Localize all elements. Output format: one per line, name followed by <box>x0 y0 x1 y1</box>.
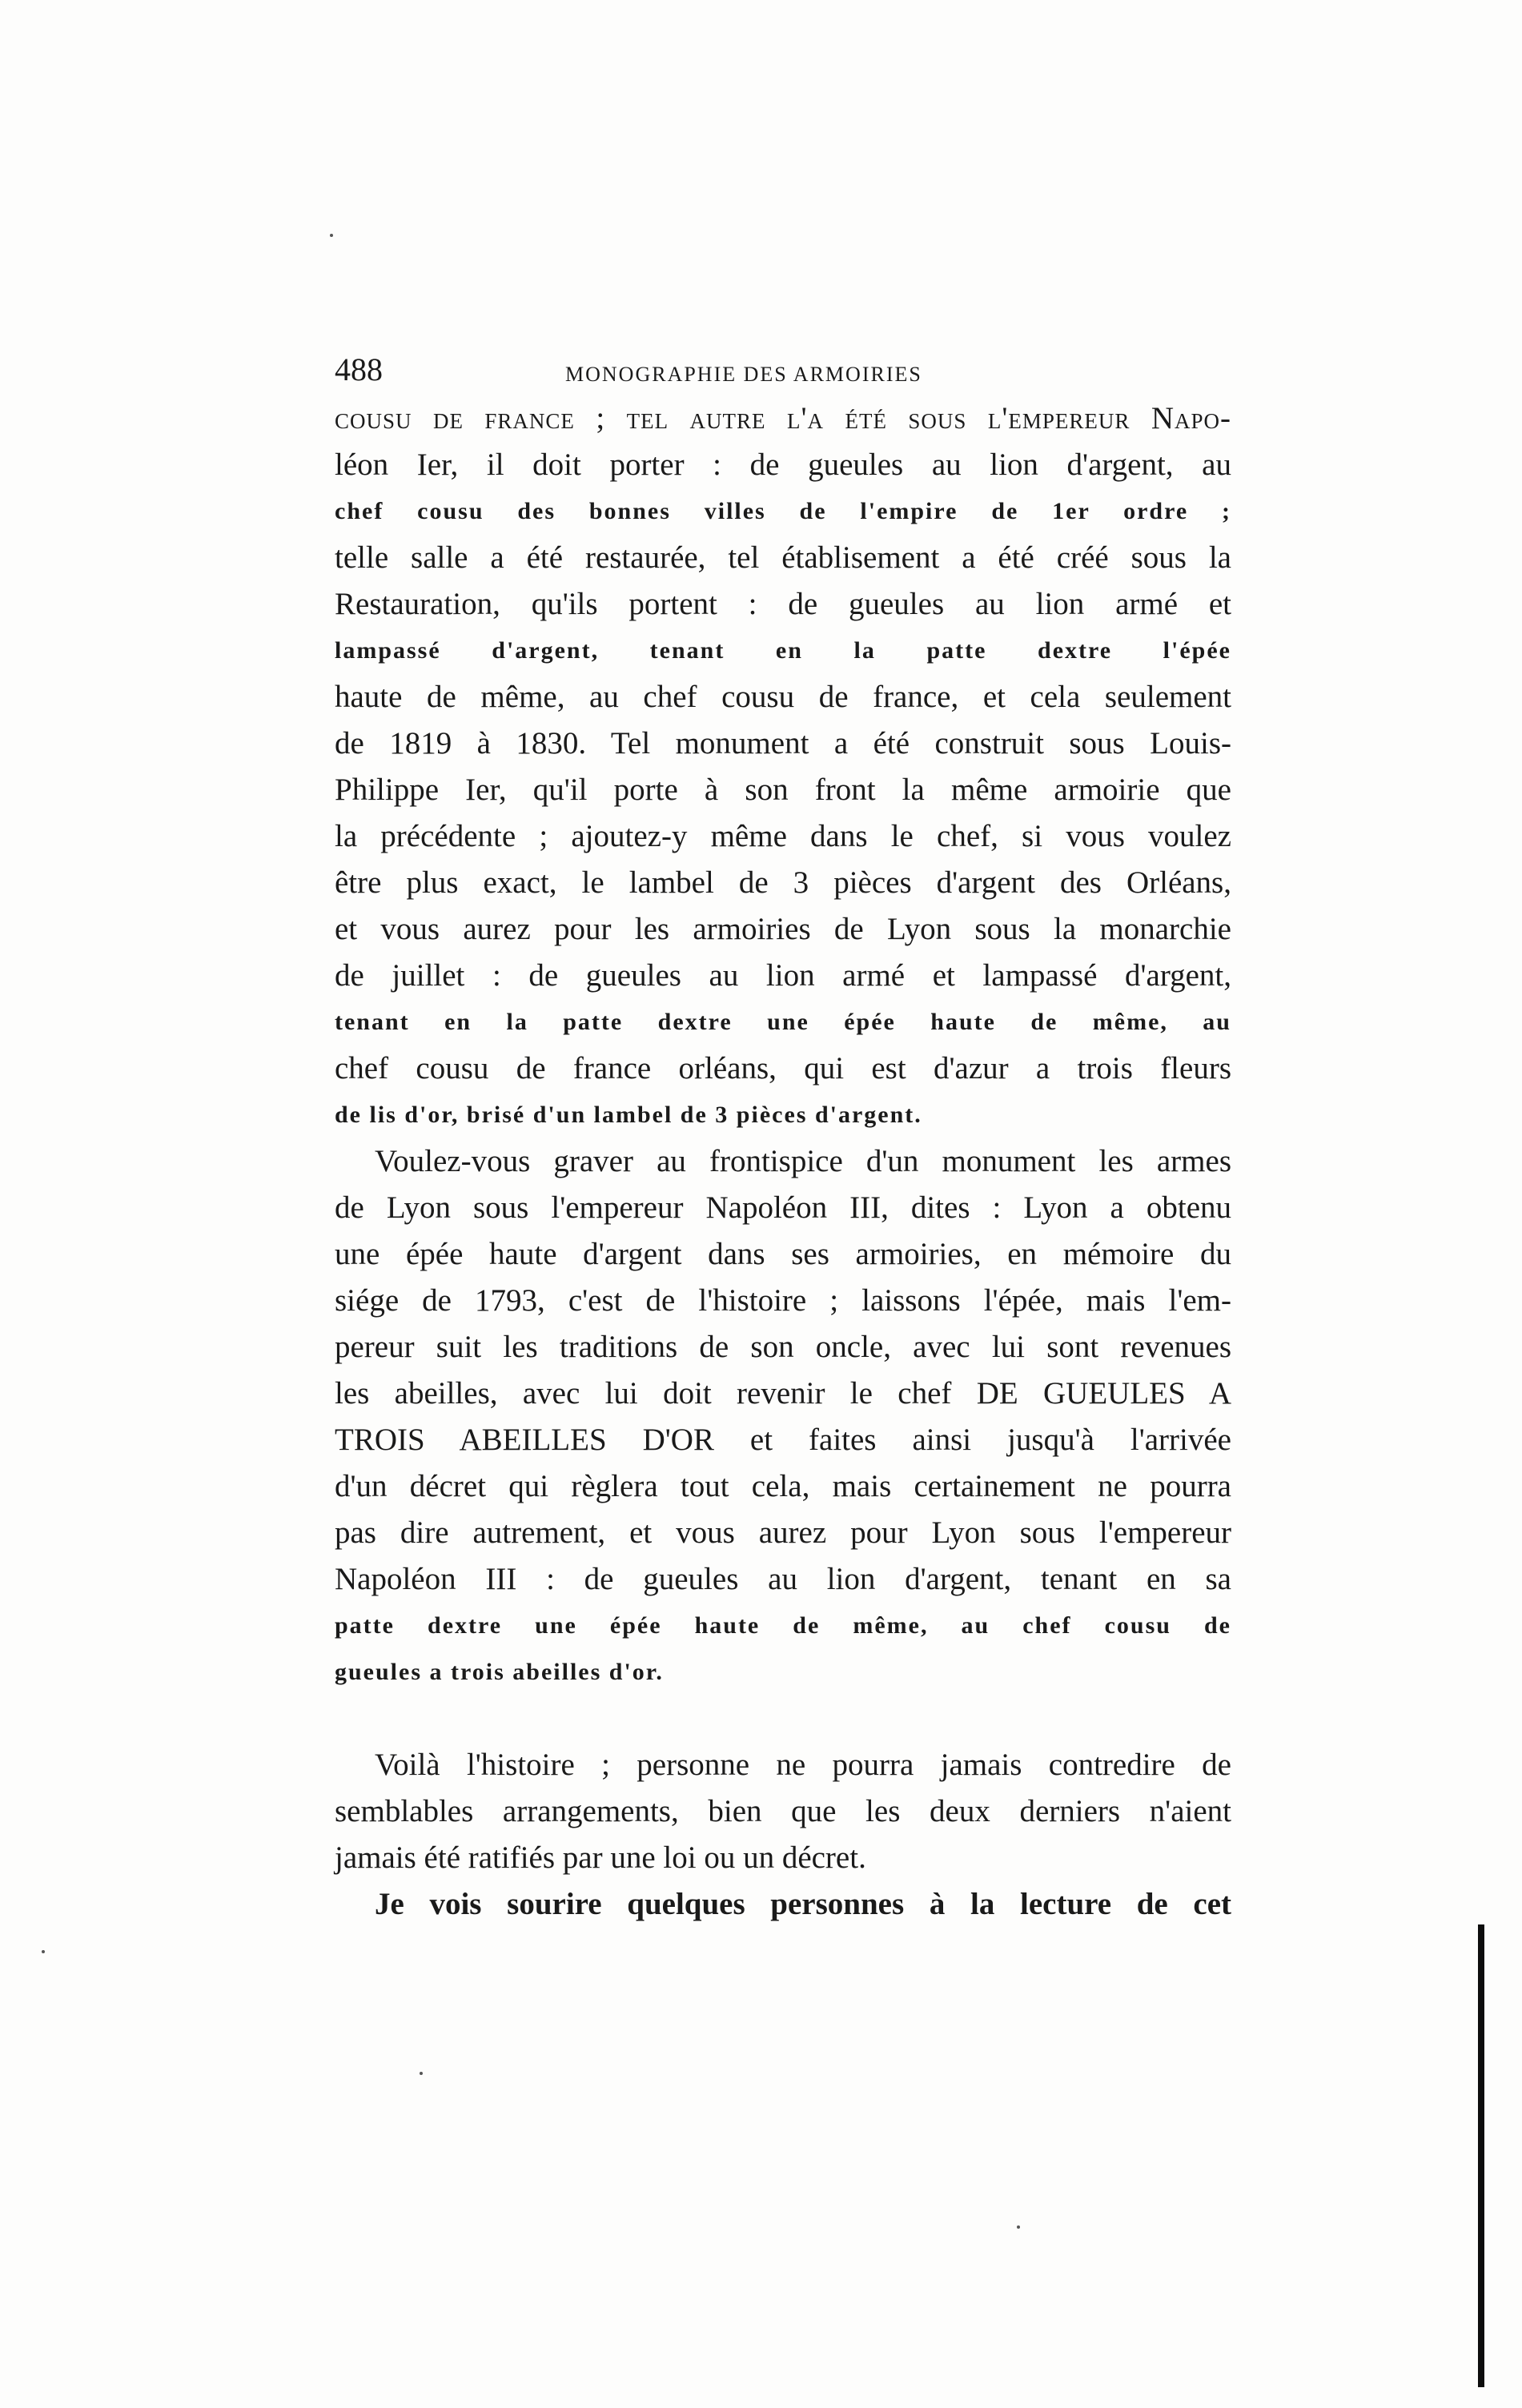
running-title: MONOGRAPHIE DES ARMOIRIES <box>565 363 922 386</box>
text-line: la précédente ; ajoutez-y même dans le chef, si vous voulez <box>335 819 1231 853</box>
text-line: de Lyon sous l'empereur Napoléon III, dites : Lyon a obtenu <box>335 1190 1231 1225</box>
text-line: siége de 1793, c'est de l'histoire ; laissons l'épée, mais l'em- <box>335 1283 1231 1318</box>
text-line: léon Ier, il doit porter : de gueules au lion d'argent, au <box>335 447 1231 482</box>
text-line: de lis d'or, brisé d'un lambel de 3 pièces d'argent. <box>335 1102 922 1128</box>
text-line: Voulez-vous graver au frontispice d'un monument les armes <box>375 1144 1231 1178</box>
text-line: Restauration, qu'ils portent : de gueules au lion armé et <box>335 587 1231 621</box>
text-line: pas dire autrement, et vous aurez pour Lyon sous l'empereur <box>335 1515 1231 1550</box>
body-text <box>335 395 1231 1928</box>
scan-edge-mark <box>1478 1924 1484 2387</box>
text-line: chef cousu des bonnes villes de l'empire de 1er ordre ; <box>335 498 1231 524</box>
text-line: TROIS ABEILLES D'OR et faites ainsi jusqu'à l'arrivée <box>335 1423 1231 1457</box>
text-line: d'un décret qui règlera tout cela, mais certainement ne pourra <box>335 1469 1231 1503</box>
text-line: cousu de france ; tel autre l'a été sous l'empereur Napo- <box>335 401 1231 435</box>
page-number: 488 <box>335 351 383 387</box>
text-line: semblables arrangements, bien que les deux derniers n'aient <box>335 1794 1231 1828</box>
scan-speck <box>42 1950 45 1953</box>
text-line: tenant en la patte dextre une épée haute de même, au <box>335 1009 1231 1035</box>
text-line: telle salle a été restaurée, tel établisement a été créé sous la <box>335 540 1231 575</box>
text-line: de juillet : de gueules au lion armé et lampassé d'argent, <box>335 958 1231 993</box>
text-line: Voilà l'histoire ; personne ne pourra jamais contredire de <box>375 1748 1231 1782</box>
text-line: gueules a trois abeilles d'or. <box>335 1659 664 1685</box>
text-line: Napoléon III : de gueules au lion d'argent, tenant en sa <box>335 1562 1231 1596</box>
text-line: pereur suit les traditions de son oncle, avec lui sont revenues <box>335 1330 1231 1364</box>
text-line: chef cousu de france orléans, qui est d'azur a trois fleurs <box>335 1051 1231 1086</box>
text-line: jamais été ratifiés par une loi ou un décret. <box>335 1840 866 1875</box>
text-line: une épée haute d'argent dans ses armoiries, en mémoire du <box>335 1237 1231 1271</box>
text-line: lampassé d'argent, tenant en la patte dextre l'épée <box>335 637 1231 664</box>
page-header <box>335 346 1231 394</box>
blank-line <box>335 1696 1231 1742</box>
text-line: et vous aurez pour les armoiries de Lyon sous la monarchie <box>335 912 1231 946</box>
text-line: patte dextre une épée haute de même, au chef cousu de <box>335 1612 1231 1639</box>
text-line: être plus exact, le lambel de 3 pièces d'argent des Orléans, <box>335 865 1231 900</box>
text-line: Je vois sourire quelques personnes à la lecture de cet <box>375 1887 1231 1921</box>
text-line: Philippe Ier, qu'il porte à son front la même armoirie que <box>335 773 1231 807</box>
text-line: de 1819 à 1830. Tel monument a été construit sous Louis- <box>335 726 1231 761</box>
text-line: haute de même, au chef cousu de france, et cela seulement <box>335 680 1231 714</box>
scan-speck <box>330 234 333 237</box>
scan-speck <box>420 2072 423 2075</box>
scan-speck <box>1017 2225 1020 2229</box>
text-line: les abeilles, avec lui doit revenir le chef DE GUEULES A <box>335 1376 1231 1411</box>
